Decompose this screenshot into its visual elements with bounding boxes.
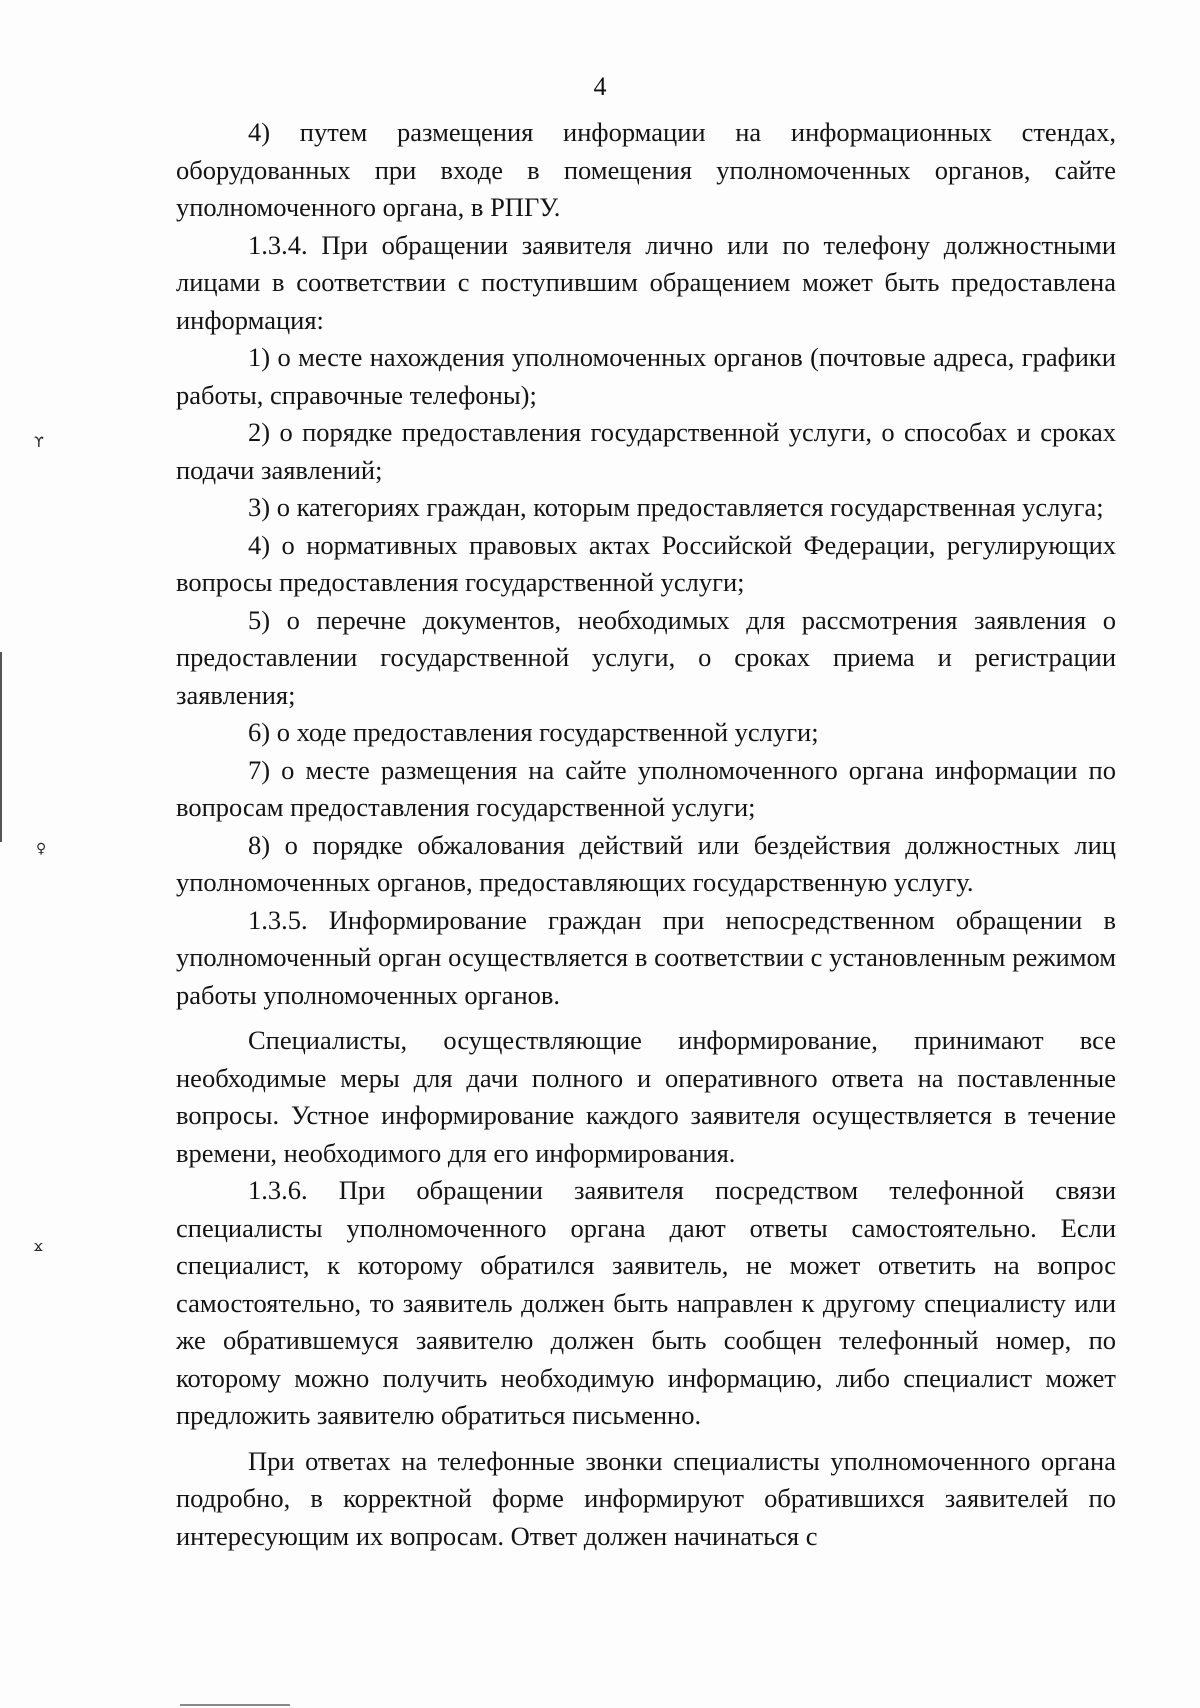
page-number: 4 — [593, 72, 607, 101]
paragraph: 1.3.6. При обращении заявителя посредством телефонной связи специалисты уполномоченного органа дают ответы самостоятельно. Если специалист, к которому обратился заявитель, не может ответить на вопрос самостоятельно, то заявитель должен быть направлен к другому специалисту или же обратившемуся заявителю должен быть сообщен телефонный номер, по которому можно получить необходимую информацию, либо специалист может предложить заявителю обратиться письменно. — [176, 1175, 1116, 1430]
paragraph: Специалисты, осуществляющие информирование, принимают все необходимые меры для дачи полного и оперативного ответа на поставленные вопросы. Устное информирование каждого заявителя осуществляется в течение времени, необходимого для его информирования. — [176, 1025, 1116, 1168]
scan-speck: ϫ — [34, 1239, 43, 1255]
paragraph: 2) о порядке предоставления государственной услуги, о способах и сроках подачи заявлений; — [176, 417, 1116, 485]
paragraph: 4) путем размещения информации на информационных стендах, оборудованных при входе в помещения уполномоченных органов, сайте уполномоченного органа, в РПГУ. — [176, 117, 1116, 222]
paragraph: 3) о категориях граждан, которым предоставляется государственная услуга; — [248, 492, 1104, 522]
paragraph: 5) о перечне документов, необходимых для рассмотрения заявления о предоставлении государственной услуги, о сроках приема и регистрации заявления; — [176, 604, 1116, 710]
document-body — [176, 114, 1116, 1555]
paragraph: 1.3.4. При обращении заявителя лично или по телефону должностными лицами в соответствии с поступившим обращением может быть предоставлена информация: — [176, 229, 1116, 335]
scan-bottom-line — [180, 1704, 290, 1706]
paragraph: 6) о ходе предоставления государственной услуги; — [248, 717, 819, 747]
scan-speck: ♀ — [36, 841, 47, 857]
paragraph: При ответах на телефонные звонки специалисты уполномоченного органа подробно, в корректной форме информируют обратившихся заявителей по интересующим их вопросам. Ответ должен начинаться с — [176, 1445, 1116, 1551]
paragraph: 1.3.5. Информирование граждан при непосредственном обращении в уполномоченный орган осуществляется в соответствии с установленным режимом работы уполномоченных органов. — [176, 904, 1116, 1010]
scan-speck: ϒ — [34, 435, 44, 451]
paragraph: 8) о порядке обжалования действий или бездействия должностных лиц уполномоченных органов, предоставляющих государственную услугу. — [176, 829, 1116, 897]
paragraph: 1) о месте нахождения уполномоченных органов (почтовые адреса, графики работы, справочные телефоны); — [176, 342, 1116, 410]
scan-edge-line — [0, 652, 2, 842]
paragraph: 4) о нормативных правовых актах Российской Федерации, регулирующих вопросы предоставления государственной услуги; — [176, 529, 1116, 597]
paragraph: 7) о месте размещения на сайте уполномоченного органа информации по вопросам предоставления государственной услуги; — [176, 754, 1116, 822]
